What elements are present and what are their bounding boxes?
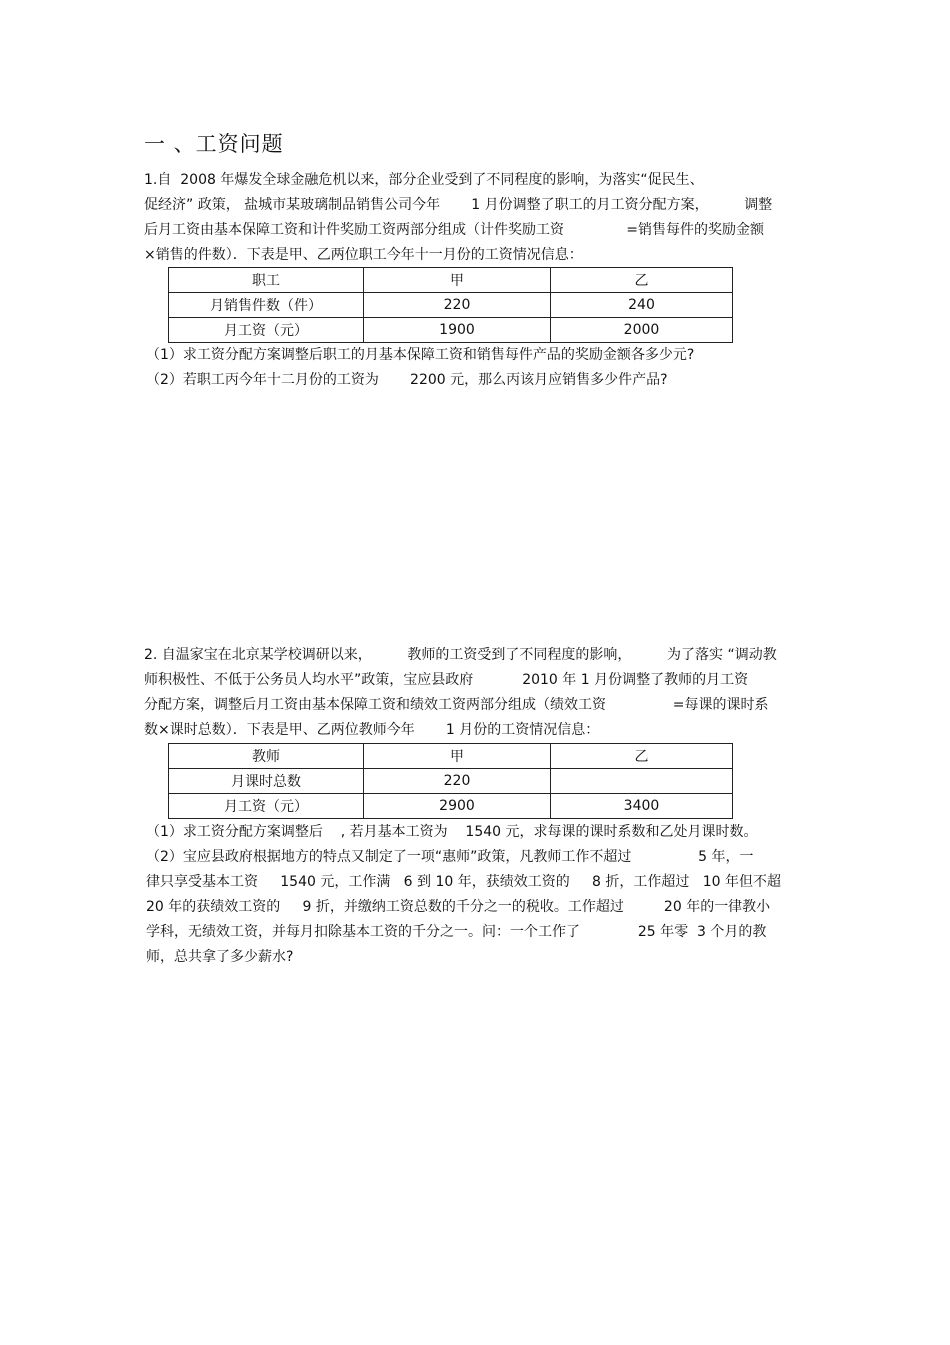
table-cell: 220 [364,769,551,794]
question-line: 律只享受基本工资 1540 元，工作满 6 到 10 年，获绩效工资的 8 折，工作超过 10 年但不超 [146,874,781,890]
problem-2-text [144,643,804,743]
table-cell: 2900 [364,794,551,819]
question-line: 20 年的获绩效工资的 9 折，并缴纳工资总数的千分之一的税收。工作超过 20 年的一律教小 [146,899,771,915]
problem-1-questions [146,343,694,393]
problem-1-line: 促经济” 政策， 盐城市某玻璃制品销售公司今年 1 月份调整了职工的月工资分配方案， 调整 [144,197,773,213]
table-cell: 月课时总数 [169,769,364,794]
problem-2-line: 师积极性、不低于公务员人均水平”政策，宝应县政府 2010 年 1 月份调整了教师的月工资 [144,672,749,688]
problem-1-line: ×销售的件数）．下表是甲、乙两位职工今年十一月份的工资情况信息： [144,247,583,263]
table-row [169,293,733,318]
problem-2-line: 数×课时总数）．下表是甲、乙两位教师今年 1 月份的工资情况信息： [144,722,600,738]
table-row [169,769,733,794]
problem-1-line: 1.自 2008 年爆发全球金融危机以来，部分企业受到了不同程度的影响，为落实“促民生、 [144,172,704,188]
table-cell: 月销售件数（件） [169,293,364,318]
table-header-cell: 甲 [364,744,551,769]
table-cell: 月工资（元） [169,794,364,819]
question-line: 学科，无绩效工资，并每月扣除基本工资的千分之一。问：一个工作了 25 年零 3 个月的教 [146,924,767,940]
table-header-cell: 乙 [551,268,733,293]
problem-2-line: 分配方案，调整后月工资由基本保障工资和绩效工资两部分组成（绩效工资 =每课的课时系 [144,697,769,713]
question-line: （1）求工资分配方案调整后职工的月基本保障工资和销售每件产品的奖励金额各多少元? [146,347,695,363]
table-cell: 3400 [551,794,733,819]
table-cell: 1900 [364,318,551,343]
question-line: 师，总共拿了多少薪水? [146,949,294,965]
problem-2-table [168,743,733,819]
problem-2-line: 2. 自温家宝在北京某学校调研以来， 教师的工资受到了不同程度的影响， 为了落实 “调动教 [144,647,777,663]
question-line: （2）若职工丙今年十二月份的工资为 2200 元，那么丙该月应销售多少件产品? [146,372,668,388]
problem-2-questions [146,820,781,970]
table-header-cell: 职工 [169,268,364,293]
table-cell: 240 [551,293,733,318]
table-header-row [169,744,733,769]
table-cell: 月工资（元） [169,318,364,343]
table-header-cell: 乙 [551,744,733,769]
problem-1-text [144,168,804,268]
table-cell: 220 [364,293,551,318]
table-header-row [169,268,733,293]
problem-1-line: 后月工资由基本保障工资和计件奖励工资两部分组成（计件奖励工资 =销售每件的奖励金额 [144,222,765,238]
question-line: （2）宝应县政府根据地方的特点又制定了一项“惠师”政策，凡教师工作不超过 5 年，一 [146,849,754,865]
table-row [169,318,733,343]
table-row [169,794,733,819]
table-header-cell: 教师 [169,744,364,769]
section-title: 一 、工资问题 [144,132,284,156]
table-header-cell: 甲 [364,268,551,293]
table-cell: 2000 [551,318,733,343]
problem-1-table [168,267,733,343]
question-line: （1）求工资分配方案调整后 , 若月基本工资为 1540 元，求每课的课时系数和乙处月课时数。 [146,824,758,840]
table-cell [551,769,733,794]
